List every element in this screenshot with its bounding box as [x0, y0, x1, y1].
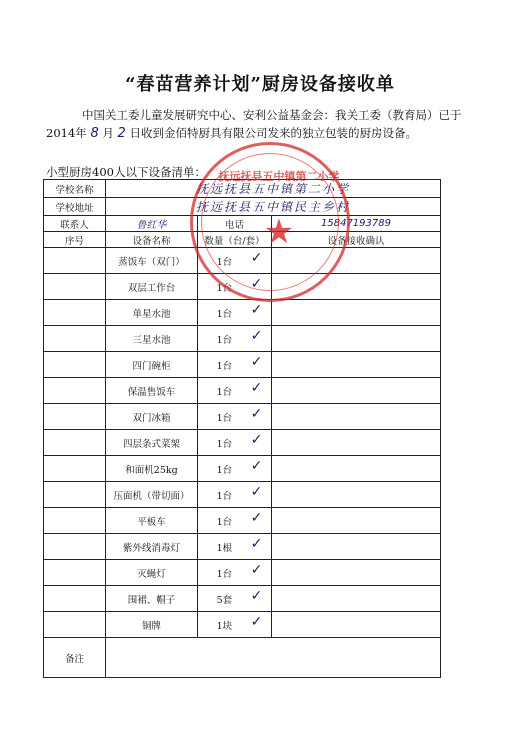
- table-row: [44, 482, 441, 508]
- quantity-header: 数量（台/套）: [198, 232, 272, 248]
- item-quantity-cell: [198, 456, 272, 482]
- table-row: [44, 560, 441, 586]
- table-row: [44, 352, 441, 378]
- intro-text-start: 中国关工委儿童发展研究中心、安利公益基金会：我关工委（教育局）已于2014年: [46, 108, 462, 140]
- checkmark-icon: ✓: [250, 301, 263, 318]
- table-row: [44, 404, 441, 430]
- checkmark-icon: ✓: [250, 457, 263, 474]
- item-name: 四层条式菜架: [106, 430, 198, 456]
- item-name: 四门碗柜: [106, 352, 198, 378]
- contact-value: 鲁红华: [106, 216, 198, 232]
- item-index: [44, 456, 106, 482]
- item-name: 铜牌: [106, 612, 198, 638]
- item-confirm: [272, 586, 441, 612]
- checkmark-icon: ✓: [250, 587, 263, 604]
- item-quantity: 1台: [216, 568, 233, 580]
- item-index: [44, 300, 106, 326]
- item-quantity: 1块: [216, 620, 233, 632]
- equipment-list-subtitle: 小型厨房400人以下设备清单：: [46, 165, 206, 179]
- item-name: 紫外线消毒灯: [106, 534, 198, 560]
- item-quantity: 1台: [216, 256, 233, 268]
- checkmark-icon: ✓: [250, 431, 263, 448]
- item-quantity: 1台: [216, 438, 233, 450]
- item-confirm: [272, 560, 441, 586]
- item-quantity-cell: [198, 508, 272, 534]
- item-name: 单星水池: [106, 300, 198, 326]
- item-name: 三星水池: [106, 326, 198, 352]
- seal-star-icon: ★: [263, 212, 295, 252]
- item-confirm: [272, 352, 441, 378]
- confirm-header: 设备接收确认: [272, 232, 441, 248]
- school-address-value: 抚远抚县五中镇民主乡村: [106, 198, 441, 216]
- index-header: 序号: [44, 232, 106, 248]
- item-confirm: [272, 326, 441, 352]
- item-quantity: 1台: [216, 360, 233, 372]
- item-index: [44, 248, 106, 274]
- item-confirm: [272, 300, 441, 326]
- table-row: [44, 326, 441, 352]
- table-row: [44, 534, 441, 560]
- table-row: [44, 612, 441, 638]
- item-confirm: [272, 534, 441, 560]
- item-quantity: 5套: [216, 594, 233, 606]
- item-index: [44, 612, 106, 638]
- item-quantity: 1台: [216, 282, 233, 294]
- item-name: 双层工作台: [106, 274, 198, 300]
- item-quantity-cell: [198, 378, 272, 404]
- month-unit: 月: [102, 126, 114, 140]
- checkmark-icon: ✓: [250, 613, 263, 630]
- item-confirm: [272, 430, 441, 456]
- item-quantity-cell: [198, 430, 272, 456]
- table-row: [44, 456, 441, 482]
- checkmark-icon: ✓: [250, 535, 263, 552]
- item-quantity: 1台: [216, 464, 233, 476]
- intro-text-end: 日收到金佰特厨具有限公司发来的独立包装的厨房设备。: [129, 126, 417, 140]
- item-name: 保温售饭车: [106, 378, 198, 404]
- item-name: 平板车: [106, 508, 198, 534]
- table-row: [44, 300, 441, 326]
- received-month: 8: [90, 126, 99, 141]
- item-confirm: [272, 404, 441, 430]
- device-header: 设备名称: [106, 232, 198, 248]
- page-title: “春苗营养计划”厨房设备接收单: [125, 74, 395, 95]
- item-quantity-cell: [198, 482, 272, 508]
- item-quantity: 1台: [216, 334, 233, 346]
- item-quantity: 1台: [216, 386, 233, 398]
- item-index: [44, 274, 106, 300]
- contact-label: 联系人: [44, 216, 106, 232]
- intro-paragraph: [46, 106, 486, 143]
- school-name-value: 抚远抚县五中镇第二小学: [106, 180, 441, 198]
- checkmark-icon: ✓: [250, 249, 263, 266]
- item-quantity: 1根: [216, 542, 233, 554]
- item-name: 双门冰箱: [106, 404, 198, 430]
- item-index: [44, 534, 106, 560]
- remarks-row: [44, 638, 441, 678]
- item-name: 压面机（带切面）: [106, 482, 198, 508]
- table-row: [44, 586, 441, 612]
- phone-value: 15847193789: [272, 216, 441, 232]
- school-name-label: 学校名称: [44, 180, 106, 198]
- item-confirm: [272, 612, 441, 638]
- item-quantity: 1台: [216, 308, 233, 320]
- table-row: [44, 430, 441, 456]
- item-index: [44, 352, 106, 378]
- item-quantity-cell: [198, 404, 272, 430]
- checkmark-icon: ✓: [250, 405, 263, 422]
- item-quantity-cell: [198, 352, 272, 378]
- table-row: [44, 378, 441, 404]
- item-quantity-cell: [198, 612, 272, 638]
- item-index: [44, 508, 106, 534]
- item-confirm: [272, 456, 441, 482]
- item-index: [44, 404, 106, 430]
- item-index: [44, 560, 106, 586]
- remarks-value: [106, 638, 441, 678]
- checkmark-icon: ✓: [250, 561, 263, 578]
- item-confirm: [272, 508, 441, 534]
- item-name: 灭蝇灯: [106, 560, 198, 586]
- table-row: [44, 508, 441, 534]
- item-confirm: [272, 378, 441, 404]
- official-seal: [190, 142, 350, 302]
- checkmark-icon: ✓: [250, 275, 263, 292]
- item-rows: [44, 248, 441, 638]
- seal-inner-ring: [201, 153, 339, 291]
- item-quantity: 1台: [216, 412, 233, 424]
- checkmark-icon: ✓: [250, 327, 263, 344]
- item-index: [44, 326, 106, 352]
- item-name: 和面机25kg: [106, 456, 198, 482]
- checkmark-icon: ✓: [250, 483, 263, 500]
- item-confirm: [272, 482, 441, 508]
- phone-label: 电话: [198, 216, 272, 232]
- checkmark-icon: ✓: [250, 353, 263, 370]
- item-quantity-cell: [198, 534, 272, 560]
- item-quantity: 1台: [216, 516, 233, 528]
- item-quantity-cell: [198, 586, 272, 612]
- seal-text: 抚远抚县五中镇第二小学: [218, 170, 340, 183]
- item-quantity-cell: [198, 560, 272, 586]
- checkmark-icon: ✓: [250, 509, 263, 526]
- received-day: 2: [117, 126, 126, 141]
- school-address-label: 学校地址: [44, 198, 106, 216]
- checkmark-icon: ✓: [250, 379, 263, 396]
- item-index: [44, 378, 106, 404]
- item-index: [44, 430, 106, 456]
- item-quantity: 1台: [216, 490, 233, 502]
- remarks-label: 备注: [44, 638, 106, 678]
- item-name: 蒸饭车（双门）: [106, 248, 198, 274]
- item-name: 围裙、帽子: [106, 586, 198, 612]
- item-quantity-cell: [198, 300, 272, 326]
- item-index: [44, 586, 106, 612]
- item-quantity-cell: [198, 326, 272, 352]
- item-index: [44, 482, 106, 508]
